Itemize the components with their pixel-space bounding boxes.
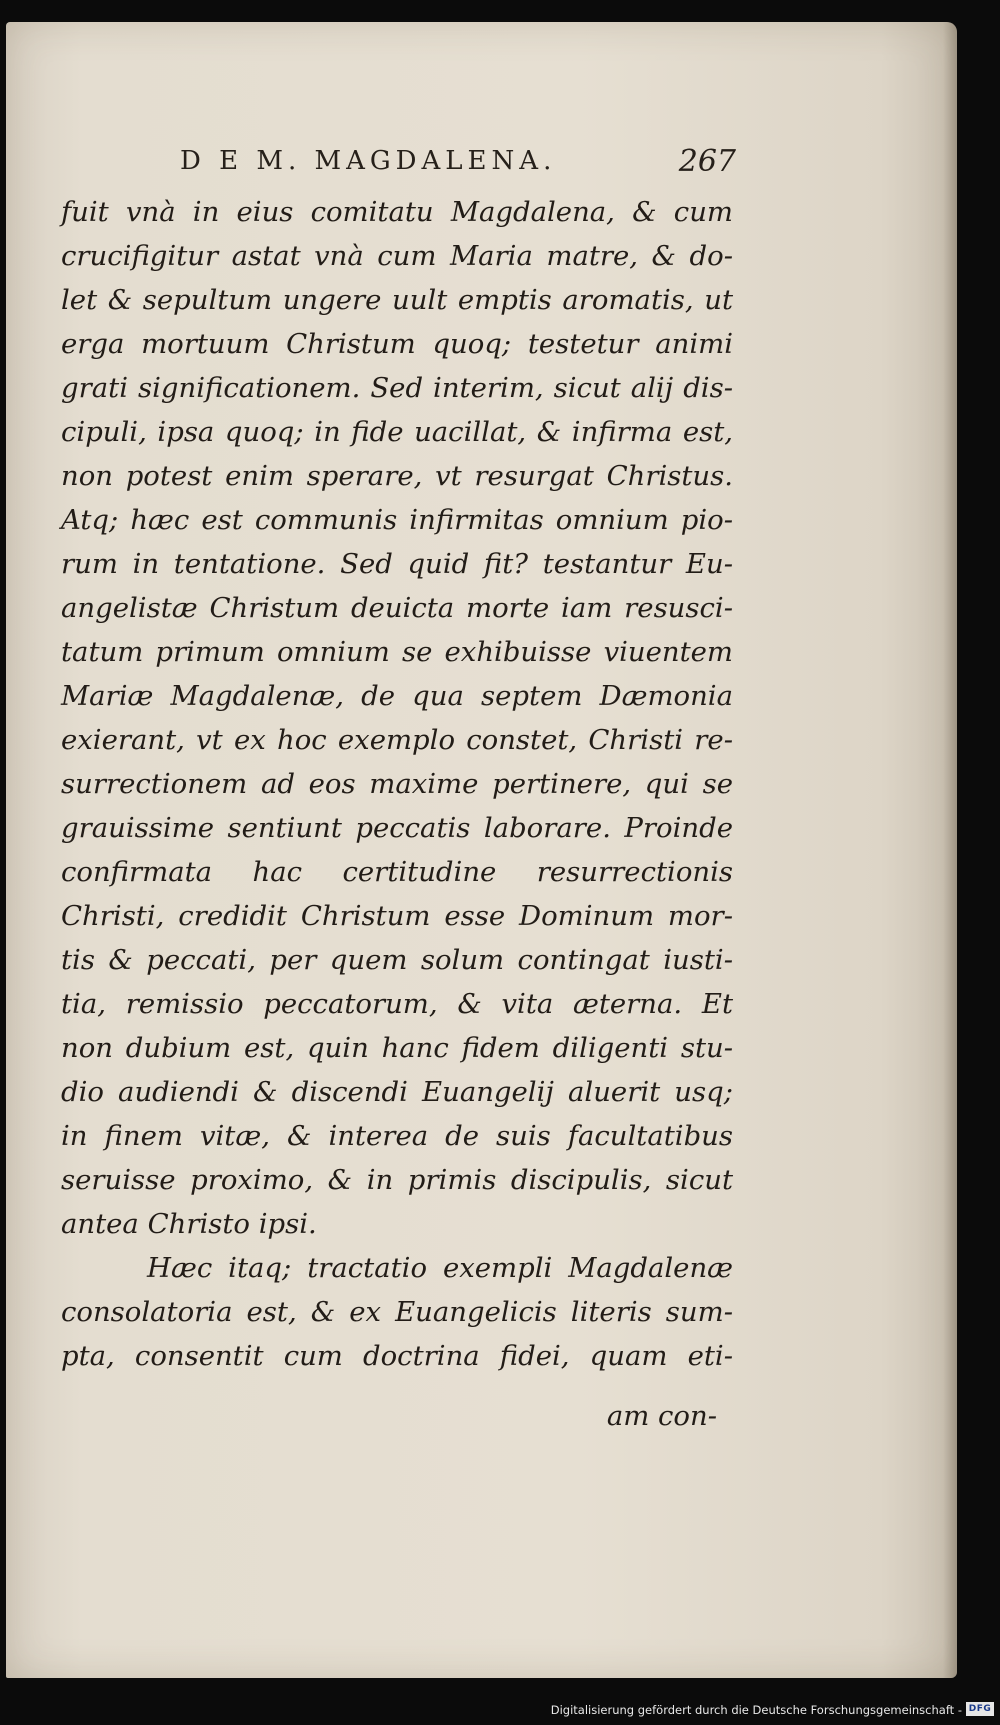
text-line: angelistæ Christum deuicta morte iam resusci- <box>61 592 733 624</box>
text-line: crucifigitur astat vnà cum Maria matre, & do- <box>61 240 733 272</box>
text-line: in finem vitæ, & interea de suis facultatibus <box>61 1120 733 1152</box>
text-line: non dubium est, quin hanc fidem diligenti stu- <box>61 1032 733 1064</box>
text-line: cipuli, ipsa quoq; in fide uacillat, & infirma est, <box>61 416 733 448</box>
text-line: erga mortuum Christum quoq; testetur animi <box>61 328 733 360</box>
page-number: 267 <box>678 144 736 179</box>
running-title: D E M. MAGDALENA. <box>180 146 557 176</box>
text-line: consolatoria est, & ex Euangelicis literis sum- <box>61 1296 733 1328</box>
dfg-logo: DFG <box>966 1702 994 1716</box>
text-line: confirmata hac certitudine resurrectionis <box>61 856 733 888</box>
text-line: non potest enim sperare, vt resurgat Christus. <box>61 460 733 492</box>
running-head <box>66 144 736 184</box>
text-line: pta, consentit cum doctrina fidei, quam eti- <box>61 1340 733 1372</box>
text-line: surrectionem ad eos maxime pertinere, qui se <box>61 768 733 800</box>
text-line: Atq; hæc est communis infirmitas omnium pio- <box>61 504 733 536</box>
text-line: Hæc itaq; tractatio exempli Magdalenæ <box>147 1252 733 1284</box>
text-line: grauissime sentiunt peccatis laborare. Proinde <box>61 812 733 844</box>
text-line: grati significationem. Sed interim, sicut alij dis- <box>61 372 733 404</box>
digitization-credit: Digitalisierung gefördert durch die Deutsche Forschungsgemeinschaft - <box>550 1703 962 1717</box>
text-line: tis & peccati, per quem solum contingat iusti- <box>61 944 733 976</box>
book-page <box>6 22 957 1678</box>
text-line: exierant, vt ex hoc exemplo constet, Christi re- <box>61 724 733 756</box>
catchword: am con- <box>606 1400 717 1432</box>
text-line: Christi, credidit Christum esse Dominum mor- <box>61 900 733 932</box>
text-line: seruisse proximo, & in primis discipulis, sicut <box>61 1164 733 1196</box>
text-line: tia, remissio peccatorum, & vita æterna. Et <box>61 988 733 1020</box>
text-line: rum in tentatione. Sed quid fit? testantur Eu- <box>61 548 733 580</box>
body-text <box>61 190 733 1378</box>
text-line: antea Christo ipsi. <box>61 1208 317 1240</box>
text-line: dio audiendi & discendi Euangelij aluerit usq; <box>61 1076 733 1108</box>
text-line: Mariæ Magdalenæ, de qua septem Dæmonia <box>61 680 733 712</box>
text-line: let & sepultum ungere uult emptis aromatis, ut <box>61 284 733 316</box>
text-line: tatum primum omnium se exhibuisse viuentem <box>61 636 733 668</box>
text-line: fuit vnà in eius comitatu Magdalena, & cum <box>61 196 733 228</box>
